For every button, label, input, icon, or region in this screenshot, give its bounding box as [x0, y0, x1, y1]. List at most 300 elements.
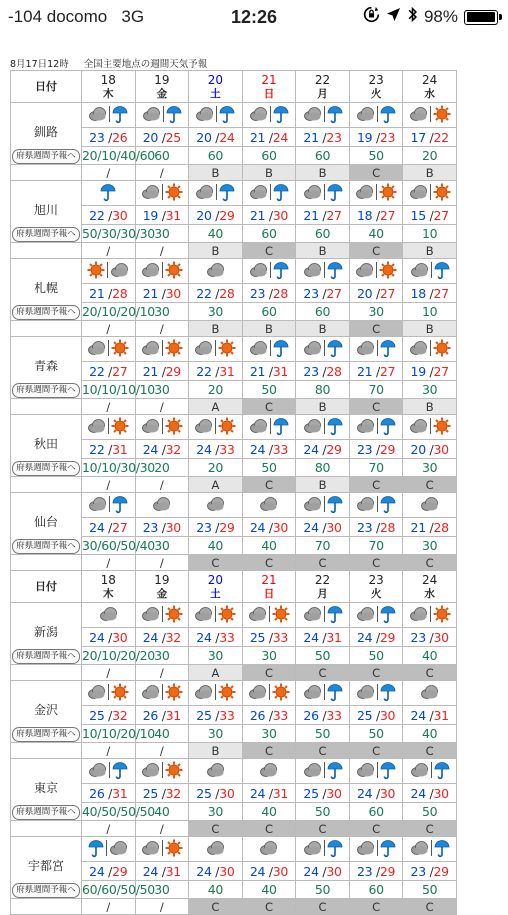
temp-separator: /	[318, 285, 327, 301]
reliability-row	[11, 899, 457, 915]
weather-divider	[377, 496, 378, 512]
cloud-icon	[194, 418, 213, 434]
weather-icons	[303, 417, 343, 435]
temperature-cell	[403, 784, 457, 803]
precip-probability-cell: 60	[349, 803, 403, 821]
min-temp: 24	[356, 785, 373, 801]
pref-weekly-forecast-button[interactable]: 府県週間予報へ	[12, 805, 80, 820]
temp-separator: /	[265, 441, 273, 457]
max-temp: 33	[272, 707, 289, 723]
cloud-icon	[409, 418, 428, 434]
date-cell	[296, 71, 350, 103]
cloud-icon	[303, 684, 322, 700]
pref-weekly-forecast-button[interactable]: 府県週間予報へ	[12, 227, 80, 242]
cloud-icon	[356, 762, 375, 778]
temperature-cell	[82, 628, 136, 647]
temp-separator: /	[318, 363, 327, 379]
reliability-cell: B	[242, 321, 296, 337]
umbrella-icon	[434, 261, 450, 279]
weather-cell	[349, 415, 403, 440]
precip-probability-cell: 50/30/30/30	[82, 226, 155, 241]
max-temp: 31	[433, 707, 449, 723]
date-cell	[403, 71, 457, 103]
temp-separator: /	[372, 785, 380, 801]
reliability-cell: /	[82, 821, 136, 837]
weather-icons	[356, 761, 396, 779]
temperature-cell	[135, 706, 189, 725]
weather-cell	[189, 103, 243, 128]
date-number: 24	[422, 572, 438, 587]
weather-divider	[430, 340, 431, 356]
precip-probability-cell: 40	[135, 725, 189, 743]
pref-weekly-forecast-button[interactable]: 府県週間予報へ	[12, 149, 80, 164]
cloud-icon	[356, 496, 375, 512]
max-temp: 30	[272, 863, 289, 879]
city-name: 宇都宮	[27, 859, 64, 873]
reliability-cell: A	[189, 399, 243, 415]
temperature-cell	[242, 706, 296, 725]
weather-divider	[108, 684, 109, 700]
cloud-icon	[303, 418, 322, 434]
reliability-spacer	[11, 821, 82, 837]
weather-row	[11, 759, 457, 784]
max-temp: 31	[112, 785, 128, 801]
city-name: 東京	[33, 781, 58, 795]
date-header-row	[11, 71, 457, 103]
reliability-row	[11, 555, 457, 571]
weather-icons	[206, 496, 225, 512]
reliability-cell: /	[82, 665, 136, 681]
reliability-row	[11, 165, 457, 181]
temperature-cell	[296, 284, 350, 303]
min-temp: 22	[89, 363, 105, 379]
city-cell	[11, 103, 82, 165]
weather-divider	[163, 106, 164, 122]
precip-probability-cell: 30	[135, 225, 189, 243]
reliability-cell: C	[242, 899, 296, 915]
bluetooth-icon	[407, 6, 418, 28]
cloud-icon	[88, 762, 107, 778]
weather-cell	[403, 681, 457, 706]
temp-separator: /	[158, 285, 166, 301]
reliability-cell: C	[189, 555, 243, 571]
precip-probability-cell: 10/10/10/10	[82, 382, 155, 397]
weather-icons	[303, 495, 343, 513]
max-temp: 33	[219, 707, 235, 723]
max-temp: 32	[165, 785, 181, 801]
reliability-cell: C	[349, 899, 403, 915]
min-temp: 20	[196, 207, 212, 223]
precip-probability-cell: 50	[349, 147, 403, 165]
reliability-spacer	[11, 243, 82, 259]
date-number: 23	[368, 572, 384, 587]
weather-cell	[349, 103, 403, 128]
reliability-cell: B	[189, 165, 243, 181]
weather-cell	[82, 415, 136, 440]
weather-cell	[189, 837, 243, 862]
temp-separator: /	[265, 863, 273, 879]
temp-separator: /	[372, 207, 380, 223]
max-temp: 30	[112, 629, 128, 645]
cloud-icon	[87, 684, 106, 700]
max-temp: 30	[326, 863, 342, 879]
precip-probability-cell: 30	[349, 303, 403, 321]
cloud-icon	[249, 262, 268, 278]
reliability-cell: B	[403, 165, 457, 181]
sun-icon	[218, 683, 236, 701]
weekday: 木	[103, 587, 114, 600]
min-temp: 22	[89, 207, 105, 223]
temp-separator: /	[211, 207, 220, 223]
reliability-cell: C	[349, 555, 403, 571]
weather-icons	[259, 762, 278, 778]
weather-row	[11, 103, 457, 128]
city-cell	[11, 259, 82, 321]
reliability-row	[11, 821, 457, 837]
temperature-cell	[349, 784, 403, 803]
weather-icons	[303, 761, 343, 779]
precip-probability-cell: 30	[242, 647, 296, 665]
date-label: 日付	[11, 71, 82, 103]
cloud-icon	[249, 340, 268, 356]
precip-probability-cell: 70	[349, 537, 403, 555]
precip-probability-cell: 40	[242, 537, 296, 555]
max-temp: 28	[379, 519, 396, 535]
weekday: 土	[210, 87, 221, 100]
precip-probability-cell: 40	[242, 803, 296, 821]
temperature-cell	[189, 284, 243, 303]
weather-cell	[82, 493, 136, 518]
temperature-cell	[296, 518, 350, 537]
umbrella-icon	[273, 339, 289, 357]
reliability-cell: C	[296, 555, 350, 571]
weather-cell	[82, 681, 136, 706]
precip-probability-cell: 70	[349, 459, 403, 477]
temperature-cell	[296, 440, 350, 459]
cloud-icon	[194, 684, 213, 700]
pref-weekly-forecast-button[interactable]: 府県週間予報へ	[12, 305, 80, 320]
weather-divider	[270, 418, 271, 434]
reliability-cell: /	[135, 321, 189, 337]
umbrella-icon	[219, 183, 235, 201]
weather-icons	[303, 605, 343, 623]
cloud-icon	[141, 684, 160, 700]
precip-probability-cell: 50	[242, 459, 296, 477]
date-cell	[135, 71, 189, 103]
precip-probability-cell: 30	[403, 537, 457, 555]
max-temp: 33	[219, 629, 235, 645]
weather-cell	[189, 681, 243, 706]
reliability-cell: B	[403, 321, 457, 337]
temp-separator: /	[425, 707, 434, 723]
max-temp: 31	[165, 863, 181, 879]
min-temp: 26	[142, 707, 159, 723]
precip-probability-cell: 60	[242, 147, 296, 165]
temperature-cell	[135, 128, 189, 147]
weather-icons	[356, 839, 396, 857]
reliability-cell: B	[296, 399, 350, 415]
temp-separator: /	[104, 785, 113, 801]
weather-divider	[376, 262, 377, 278]
reliability-cell: /	[135, 743, 189, 759]
umbrella-icon	[273, 105, 289, 123]
reliability-cell: C	[242, 477, 296, 493]
min-temp: 24	[303, 519, 319, 535]
cloud-icon	[88, 106, 107, 122]
date-number: 22	[314, 572, 331, 587]
precip-probability-cell: 50	[242, 381, 296, 399]
reliability-spacer	[11, 555, 82, 571]
weather-divider	[431, 262, 432, 278]
weather-icons	[410, 261, 450, 279]
cloud-icon	[249, 106, 268, 122]
reliability-cell: C	[403, 665, 457, 681]
weather-icons	[141, 183, 183, 201]
weather-cell	[242, 259, 296, 284]
umbrella-icon	[273, 261, 289, 279]
max-temp: 31	[272, 363, 289, 379]
cloud-icon	[355, 184, 374, 200]
temp-separator: /	[372, 285, 380, 301]
max-temp: 23	[379, 129, 396, 145]
pref-weekly-forecast-button[interactable]: 府県週間予報へ	[12, 383, 80, 398]
reliability-cell: C	[242, 821, 296, 837]
sun-icon	[165, 605, 183, 623]
weather-cell	[135, 681, 189, 706]
temp-separator: /	[104, 285, 113, 301]
temperature-cell	[189, 862, 243, 881]
sun-icon	[218, 605, 236, 623]
cloud-icon	[303, 840, 322, 856]
temp-separator: /	[372, 441, 380, 457]
reliability-cell: C	[296, 665, 350, 681]
temp-separator: /	[158, 441, 166, 457]
pref-weekly-forecast-button[interactable]: 府県週間予報へ	[12, 539, 80, 554]
precip-probability-cell: 10	[403, 303, 457, 321]
weather-cell	[403, 493, 457, 518]
weather-cell	[135, 259, 189, 284]
weather-divider	[162, 762, 163, 778]
reliability-cell: B	[189, 743, 243, 759]
date-cell	[82, 71, 136, 103]
weather-divider	[215, 418, 216, 434]
temperature-cell	[82, 440, 136, 459]
pref-weekly-forecast-button[interactable]: 府県週間予報へ	[12, 461, 80, 476]
max-temp: 30	[433, 785, 449, 801]
reliability-cell: C	[403, 821, 457, 837]
min-temp: 26	[249, 707, 266, 723]
weather-divider	[162, 606, 163, 622]
cloud-icon	[249, 418, 268, 434]
date-cell	[189, 71, 243, 103]
temp-separator: /	[211, 285, 220, 301]
weather-icons	[99, 606, 118, 622]
sun-icon	[433, 417, 451, 435]
umbrella-icon	[327, 683, 343, 701]
sun-icon	[165, 683, 183, 701]
weather-icons	[409, 105, 451, 123]
max-temp: 29	[112, 863, 128, 879]
temp-separator: /	[265, 629, 273, 645]
date-number: 23	[368, 72, 384, 87]
temp-separator: /	[265, 207, 273, 223]
cloud-icon	[355, 262, 374, 278]
min-temp: 23	[196, 519, 212, 535]
max-temp: 29	[219, 207, 235, 223]
max-temp: 31	[112, 441, 128, 457]
precip-probability-cell: 20/10/40/60	[82, 148, 155, 163]
weather-cell	[189, 603, 243, 628]
cloud-icon	[206, 840, 225, 856]
weather-row	[11, 681, 457, 706]
weather-cell	[349, 259, 403, 284]
temperature-cell	[82, 862, 136, 881]
reliability-cell: /	[135, 243, 189, 259]
cloud-icon	[249, 184, 268, 200]
precip-probability-cell: 10/10/30/30	[82, 460, 155, 475]
reliability-cell: /	[82, 477, 136, 493]
weather-icons	[303, 261, 343, 279]
weather-cell	[135, 837, 189, 862]
max-temp: 30	[433, 441, 449, 457]
temperature-cell	[189, 206, 243, 225]
weather-icons	[409, 605, 451, 623]
min-temp: 25	[196, 785, 212, 801]
max-temp: 32	[165, 441, 181, 457]
temp-separator: /	[425, 129, 434, 145]
clock: 12:26	[230, 6, 278, 27]
temperature-cell	[403, 128, 457, 147]
temperature-cell	[135, 784, 189, 803]
temperature-cell	[82, 128, 136, 147]
temp-separator: /	[318, 207, 327, 223]
cloud-icon	[303, 762, 322, 778]
precip-probability-cell: 40	[403, 725, 457, 743]
weather-icons	[356, 105, 396, 123]
temp-separator: /	[211, 707, 220, 723]
max-temp: 31	[165, 207, 181, 223]
cloud-icon	[420, 496, 439, 512]
cloud-icon	[248, 606, 267, 622]
date-number: 18	[100, 72, 116, 87]
umbrella-icon	[166, 105, 182, 123]
weather-icons	[356, 495, 396, 513]
weather-icons	[206, 840, 225, 856]
umbrella-icon	[380, 605, 396, 623]
temperature-cell	[242, 206, 296, 225]
max-temp: 23	[326, 129, 342, 145]
temperature-cell	[82, 784, 136, 803]
temperature-cell	[349, 440, 403, 459]
temperature-cell	[349, 862, 403, 881]
weather-divider	[324, 184, 325, 200]
min-temp: 21	[89, 285, 105, 301]
max-temp: 30	[112, 207, 128, 223]
temp-separator: /	[318, 629, 327, 645]
precip-probability-cell: 20	[403, 147, 457, 165]
sun-icon	[433, 339, 451, 357]
cloud-icon	[410, 762, 429, 778]
precip-probability-cell: 20	[135, 459, 189, 477]
weather-cell	[403, 603, 457, 628]
max-temp: 30	[219, 785, 235, 801]
umbrella-icon	[100, 183, 116, 201]
cloud-icon	[141, 840, 160, 856]
max-temp: 25	[165, 129, 181, 145]
reliability-cell: B	[403, 243, 457, 259]
reliability-row	[11, 399, 457, 415]
min-temp: 21	[249, 129, 266, 145]
sun-icon	[218, 417, 236, 435]
reliability-cell: B	[189, 243, 243, 259]
precip-probability-cell: 30	[403, 381, 457, 399]
precip-probability-cell: 60	[242, 303, 296, 321]
temp-separator: /	[104, 441, 113, 457]
date-header-row	[11, 571, 457, 603]
precip-probability-cell: 40/50/50/50	[82, 804, 155, 819]
cloud-icon	[356, 418, 375, 434]
weather-cell	[242, 415, 296, 440]
weather-icons	[410, 839, 450, 857]
temp-separator: /	[425, 207, 434, 223]
temperature-cell	[242, 362, 296, 381]
pref-weekly-forecast-button[interactable]: 府県週間予報へ	[12, 727, 80, 742]
umbrella-icon	[112, 761, 128, 779]
weather-divider	[377, 762, 378, 778]
temp-separator: /	[425, 285, 434, 301]
min-temp: 25	[142, 785, 159, 801]
max-temp: 29	[433, 863, 449, 879]
temperature-cell	[403, 362, 457, 381]
date-cell	[349, 71, 403, 103]
weather-divider	[108, 418, 109, 434]
weather-icons	[248, 683, 290, 701]
reliability-cell: C	[403, 899, 457, 915]
weather-row	[11, 837, 457, 862]
pref-weekly-forecast-button[interactable]: 府県週間予報へ	[12, 649, 80, 664]
status-bar	[0, 0, 508, 34]
cloud-icon	[303, 184, 322, 200]
reliability-cell: /	[135, 555, 189, 571]
weather-divider	[162, 418, 163, 434]
date-number: 20	[207, 72, 224, 87]
weather-divider	[377, 606, 378, 622]
max-temp: 29	[379, 863, 396, 879]
sun-icon	[379, 183, 397, 201]
weather-icons	[303, 839, 343, 857]
weather-cell	[349, 681, 403, 706]
reliability-cell: /	[82, 555, 136, 571]
issued-time: 8月17日12時	[10, 59, 69, 70]
temp-separator: /	[211, 629, 220, 645]
weather-row	[11, 259, 457, 284]
cloud-icon	[195, 106, 214, 122]
precip-probability-cell: 60	[189, 147, 243, 165]
max-temp: 32	[165, 629, 181, 645]
date-number: 19	[154, 72, 170, 87]
weather-divider	[430, 606, 431, 622]
precip-probability-cell: 20/10/20/10	[82, 304, 155, 319]
min-temp: 23	[356, 863, 373, 879]
weather-divider	[109, 496, 110, 512]
min-temp: 24	[89, 863, 105, 879]
temp-separator: /	[211, 363, 220, 379]
reliability-spacer	[11, 899, 82, 915]
pref-weekly-forecast-button[interactable]: 府県週間予報へ	[12, 883, 80, 898]
precip-probability-cell: 60	[296, 303, 350, 321]
temp-separator: /	[104, 363, 113, 379]
weather-divider	[270, 184, 271, 200]
